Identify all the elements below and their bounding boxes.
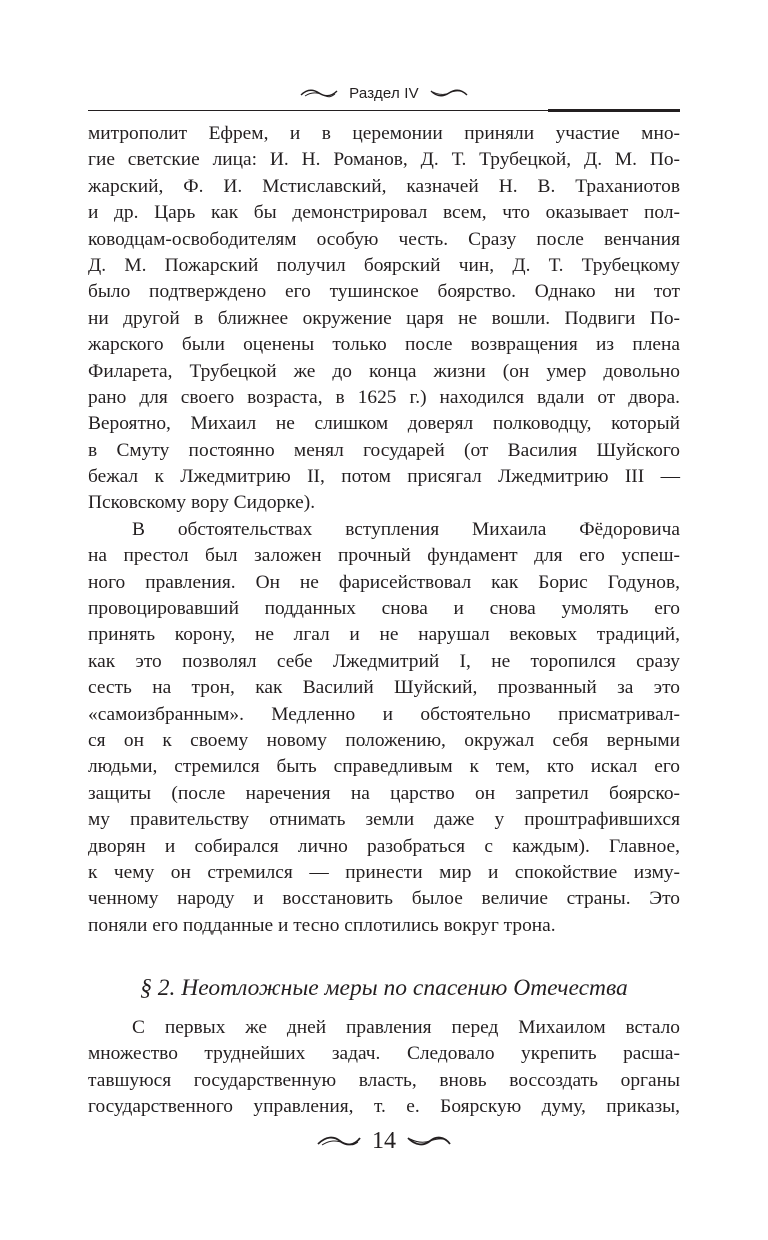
text-line: как это позволял себе Лжедмитрий I, не торопился сразу bbox=[88, 650, 680, 672]
text-line: ся он к своему новому положению, окружал себя верными bbox=[88, 729, 680, 751]
text-line: жарский, Ф. И. Мстиславский, казначей Н. В. Траханиотов bbox=[88, 175, 680, 197]
header-rule-accent bbox=[548, 109, 680, 112]
paragraph-2 bbox=[88, 517, 680, 939]
text-line: на престол был заложен прочный фундамент для его успеш- bbox=[88, 545, 680, 567]
swash-right-icon bbox=[429, 87, 469, 99]
text-line: Д. М. Пожарский получил боярский чин, Д. Т. Трубецкому bbox=[88, 254, 680, 276]
text-line: провоцировавший подданных снова и снова умолять его bbox=[88, 598, 680, 620]
section-heading: § 2. Неотложные меры по спасению Отечества bbox=[140, 975, 628, 1001]
swash-left-icon bbox=[316, 1134, 362, 1148]
text-line: ководцам-освободителям особую честь. Сразу после венчания bbox=[88, 228, 680, 250]
text-line: ченному народу и восстановить былое величие страны. Это bbox=[88, 888, 680, 910]
text-line: му правительству отнимать земли даже у проштрафившихся bbox=[88, 809, 680, 831]
paragraph-1 bbox=[88, 121, 680, 517]
section-title: Раздел IV bbox=[349, 84, 419, 102]
text-line: тавшуюся государственную власть, вновь воссоздать органы bbox=[88, 1069, 680, 1091]
text-line: Филарета, Трубецкой же до конца жизни (он умер довольно bbox=[88, 360, 680, 382]
text-line: множество труднейших задач. Следовало укрепить расша- bbox=[88, 1043, 680, 1065]
text-line: гие светские лица: И. Н. Романов, Д. Т. Трубецкой, Д. М. По- bbox=[88, 149, 680, 171]
text-line: принять корону, не лгал и не нарушал вековых традиций, bbox=[88, 624, 680, 646]
body-text bbox=[88, 121, 680, 939]
text-line: митрополит Ефрем, и в церемонии приняли участие мно- bbox=[88, 123, 680, 144]
text-line: к чему он стремился — принести мир и спокойствие изму- bbox=[88, 861, 680, 883]
text-line: и др. Царь как бы демонстрировал всем, что оказывает пол- bbox=[88, 202, 680, 224]
swash-left-icon bbox=[299, 87, 339, 99]
text-line: защиты (после наречения на царство он запретил боярско- bbox=[88, 782, 680, 804]
text-line: было подтверждено его тушинское боярство. Однако ни тот bbox=[88, 281, 680, 303]
text-line: «самоизбранным». Медленно и обстоятельно присматривал- bbox=[88, 703, 680, 725]
text-line: бежал к Лжедмитрию II, потом присягал Лжедмитрию III — bbox=[88, 466, 680, 488]
text-line: ни другой в ближнее окружение царя не вошли. Подвиги По- bbox=[88, 307, 680, 329]
running-header bbox=[88, 84, 680, 102]
text-line: В обстоятельствах вступления Михаила Фёдоровича bbox=[132, 518, 680, 540]
text-line: сесть на трон, как Василий Шуйский, прозванный за это bbox=[88, 677, 680, 699]
body-text-continued bbox=[88, 1015, 680, 1121]
text-line: в Смуту постоянно менял государей (от Василия Шуйского bbox=[88, 439, 680, 461]
text-line: поняли его подданные и тесно сплотились вокруг трона. bbox=[88, 914, 556, 936]
text-line: Вероятно, Михаил не слишком доверял полководцу, который bbox=[88, 413, 680, 435]
text-line: С первых же дней правления перед Михаилом встало bbox=[132, 1017, 680, 1038]
text-line: людьми, стремился быть справедливым к тем, кто искал его bbox=[88, 756, 680, 778]
text-line: дворян и собирался лично разобраться с каждым). Главное, bbox=[88, 835, 680, 857]
text-line: Псковскому вору Сидорке). bbox=[88, 492, 316, 514]
text-line: рано для своего возраста, в 1625 г.) находился вдали от двора. bbox=[88, 386, 680, 408]
text-line: государственного управления, т. е. Боярскую думу, приказы, bbox=[88, 1096, 680, 1118]
page-number: 14 bbox=[372, 1127, 396, 1154]
page-footer bbox=[88, 1127, 680, 1155]
swash-right-icon bbox=[406, 1134, 452, 1148]
text-line: жарского были оценены только после возвращения из плена bbox=[88, 334, 680, 356]
text-line: ного правления. Он не фарисействовал как Борис Годунов, bbox=[88, 571, 680, 593]
